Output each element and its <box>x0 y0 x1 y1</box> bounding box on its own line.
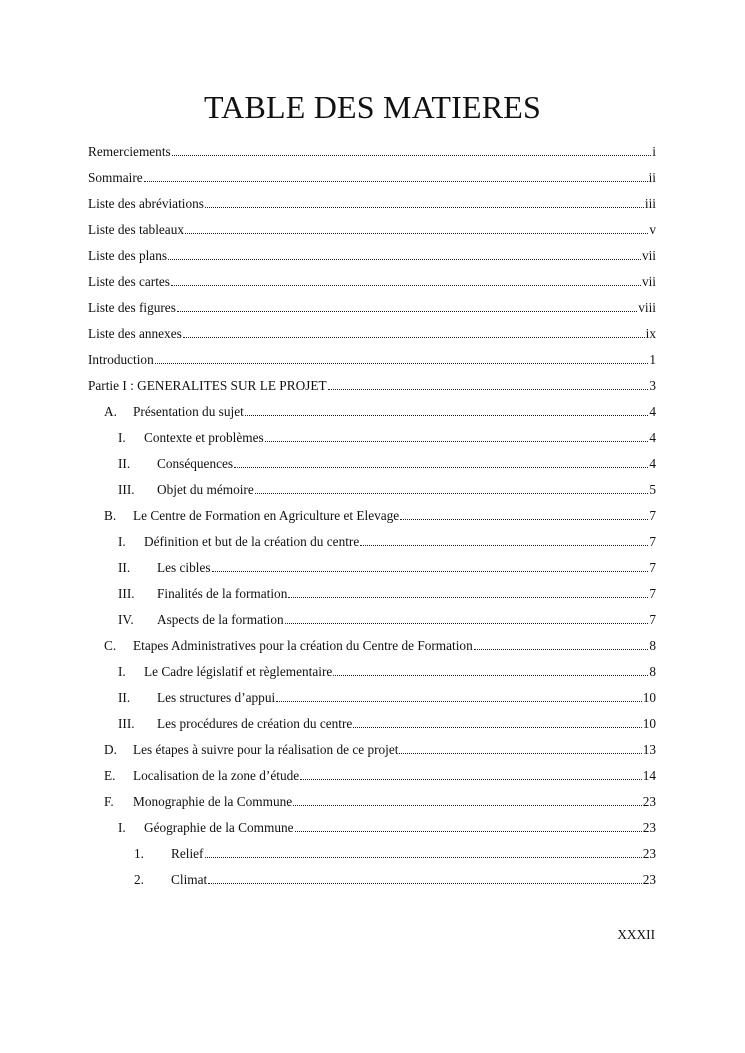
toc-entry[interactable] <box>88 867 656 893</box>
toc-entry-page: v <box>649 222 656 237</box>
toc-dot-leader <box>295 822 642 832</box>
toc-entry-label: Liste des tableaux <box>88 222 184 237</box>
toc-dot-leader <box>333 666 648 676</box>
toc-entry-label: Les étapes à suivre pour la réalisation de ce projet <box>133 742 399 757</box>
toc-dot-leader <box>185 224 648 234</box>
toc-entry-label: Présentation du sujet <box>133 404 244 419</box>
toc-entry-label: Liste des cartes <box>88 274 170 289</box>
toc-entry-label: Relief <box>171 846 204 861</box>
toc-entry[interactable] <box>88 685 656 711</box>
toc-entry-page: ix <box>645 326 656 341</box>
toc-dot-leader <box>205 198 644 208</box>
toc-entry-label: Objet du mémoire <box>157 482 254 497</box>
toc-entry-label: Conséquences <box>157 456 234 471</box>
toc-entry[interactable] <box>88 633 656 659</box>
toc-entry-page: 13 <box>642 742 656 757</box>
toc-entry-number: III. <box>118 716 135 731</box>
toc-entry-page: 23 <box>642 846 656 861</box>
toc-entry[interactable] <box>88 191 656 217</box>
toc-dot-leader <box>172 146 652 156</box>
toc-entry-label: Monographie de la Commune <box>133 794 293 809</box>
toc-entry[interactable] <box>88 425 656 451</box>
toc-dot-leader <box>285 614 649 624</box>
toc-dot-leader <box>212 562 649 572</box>
toc-entry[interactable] <box>88 503 656 529</box>
toc-entry-number: D. <box>104 742 117 757</box>
toc-entry-number: I. <box>118 534 126 549</box>
toc-entry-page: 7 <box>649 612 656 627</box>
toc-entry-label: Les structures d’appui <box>157 690 276 705</box>
toc-entry-page: 10 <box>642 690 656 705</box>
toc-entry-page: 23 <box>642 820 656 835</box>
toc-entry-page: 4 <box>649 430 656 445</box>
toc-entry-number: 1. <box>134 846 144 861</box>
toc-dot-leader <box>328 380 649 390</box>
toc-entry-number: I. <box>118 430 126 445</box>
toc-dot-leader <box>177 302 637 312</box>
toc-entry-page: 4 <box>649 404 656 419</box>
toc-entry[interactable] <box>88 373 656 399</box>
toc-entry-page: 8 <box>649 664 656 679</box>
toc-dot-leader <box>399 744 641 754</box>
toc-entry[interactable] <box>88 139 656 165</box>
toc-entry-number: III. <box>118 586 135 601</box>
toc-entry-number: I. <box>118 820 126 835</box>
toc-entry-label: Finalités de la formation <box>157 586 288 601</box>
toc-entry-page: ii <box>648 170 656 185</box>
toc-entry-page: viii <box>638 300 656 315</box>
toc-entry-label: Aspects de la formation <box>157 612 284 627</box>
toc-entry[interactable] <box>88 295 656 321</box>
toc-entry-number: A. <box>104 404 117 419</box>
toc-dot-leader <box>400 510 648 520</box>
toc-entry-page: 7 <box>649 560 656 575</box>
toc-entry-label: Contexte et problèmes <box>144 430 264 445</box>
toc-dot-leader <box>293 796 642 806</box>
toc-entry-label: Les procédures de création du centre <box>157 716 353 731</box>
toc-dot-leader <box>183 328 645 338</box>
toc-dot-leader <box>265 432 649 442</box>
toc-entry[interactable] <box>88 581 656 607</box>
toc-dot-leader <box>208 874 642 884</box>
toc-entry-page: 10 <box>642 716 656 731</box>
toc-entry[interactable] <box>88 555 656 581</box>
toc-dot-leader <box>255 484 649 494</box>
toc-entry[interactable] <box>88 737 656 763</box>
page-title: TABLE DES MATIERES <box>203 89 542 125</box>
toc-entry-page: 23 <box>642 794 656 809</box>
toc-dot-leader <box>360 536 648 546</box>
toc-entry[interactable] <box>88 841 656 867</box>
toc-entry[interactable] <box>88 607 656 633</box>
toc-dot-leader <box>276 692 642 702</box>
toc-entry[interactable] <box>88 269 656 295</box>
toc-entry-page: vii <box>641 248 656 263</box>
toc-entry-number: F. <box>104 794 114 809</box>
toc-entry-label: Géographie de la Commune <box>144 820 294 835</box>
toc-dot-leader <box>155 354 649 364</box>
toc-entry-label: Liste des annexes <box>88 326 182 341</box>
toc-entry[interactable] <box>88 763 656 789</box>
toc-dot-leader <box>300 770 642 780</box>
toc-entry-page: vii <box>641 274 656 289</box>
toc-entry[interactable] <box>88 789 656 815</box>
toc-entry-page: 14 <box>642 768 656 783</box>
table-of-contents <box>88 139 656 893</box>
toc-entry-label: Introduction <box>88 352 154 367</box>
toc-entry-label: Le Centre de Formation en Agriculture et Elevage <box>133 508 400 523</box>
page-number: XXXII <box>617 927 655 942</box>
toc-entry[interactable] <box>88 347 656 373</box>
toc-entry[interactable] <box>88 321 656 347</box>
toc-entry[interactable] <box>88 165 656 191</box>
toc-entry-label: Liste des plans <box>88 248 168 263</box>
toc-entry-label: Les cibles <box>157 560 211 575</box>
toc-dot-leader <box>205 848 642 858</box>
toc-entry[interactable] <box>88 711 656 737</box>
toc-entry-label: Le Cadre législatif et règlementaire <box>144 664 333 679</box>
toc-entry-page: 23 <box>642 872 656 887</box>
toc-entry-page: 7 <box>649 508 656 523</box>
toc-entry-page: 5 <box>649 482 656 497</box>
toc-entry-page: 3 <box>649 378 656 393</box>
toc-entry-number: I. <box>118 664 126 679</box>
toc-entry-number: II. <box>118 560 131 575</box>
toc-entry-label: Remerciements <box>88 144 171 159</box>
toc-entry[interactable] <box>88 399 656 425</box>
toc-entry-label: Sommaire <box>88 170 143 185</box>
toc-entry-number: II. <box>118 456 131 471</box>
toc-dot-leader <box>245 406 649 416</box>
toc-entry-label: Partie I : GENERALITES SUR LE PROJET <box>88 378 327 393</box>
toc-entry-label: Localisation de la zone d’étude <box>133 768 300 783</box>
toc-dot-leader <box>288 588 648 598</box>
toc-entry-page: 1 <box>649 352 656 367</box>
toc-entry-label: Climat <box>171 872 208 887</box>
toc-entry-label: Définition et but de la création du centre <box>144 534 360 549</box>
toc-dot-leader <box>168 250 641 260</box>
toc-entry[interactable] <box>88 477 656 503</box>
toc-entry-page: 7 <box>649 586 656 601</box>
toc-entry-page: i <box>652 144 656 159</box>
toc-entry-number: E. <box>104 768 116 783</box>
toc-entry-number: IV. <box>118 612 134 627</box>
toc-dot-leader <box>474 640 649 650</box>
toc-entry-number: B. <box>104 508 117 523</box>
toc-dot-leader <box>144 172 648 182</box>
toc-entry-page: 7 <box>649 534 656 549</box>
toc-entry-number: C. <box>104 638 117 653</box>
toc-entry-label: Liste des abréviations <box>88 196 204 211</box>
toc-entry-number: II. <box>118 690 131 705</box>
toc-dot-leader <box>171 276 641 286</box>
toc-entry-label: Etapes Administratives pour la création du Centre de Formation <box>133 638 473 653</box>
toc-entry-page: 4 <box>649 456 656 471</box>
toc-entry-number: 2. <box>134 872 144 887</box>
toc-entry[interactable] <box>88 243 656 269</box>
toc-entry-number: III. <box>118 482 135 497</box>
toc-dot-leader <box>353 718 641 728</box>
toc-entry[interactable] <box>88 659 656 685</box>
toc-entry-label: Liste des figures <box>88 300 176 315</box>
toc-entry-page: iii <box>644 196 656 211</box>
toc-entry[interactable] <box>88 451 656 477</box>
toc-entry[interactable] <box>88 815 656 841</box>
toc-entry-page: 8 <box>649 638 656 653</box>
toc-entry[interactable] <box>88 217 656 243</box>
toc-entry[interactable] <box>88 529 656 555</box>
toc-dot-leader <box>234 458 648 468</box>
